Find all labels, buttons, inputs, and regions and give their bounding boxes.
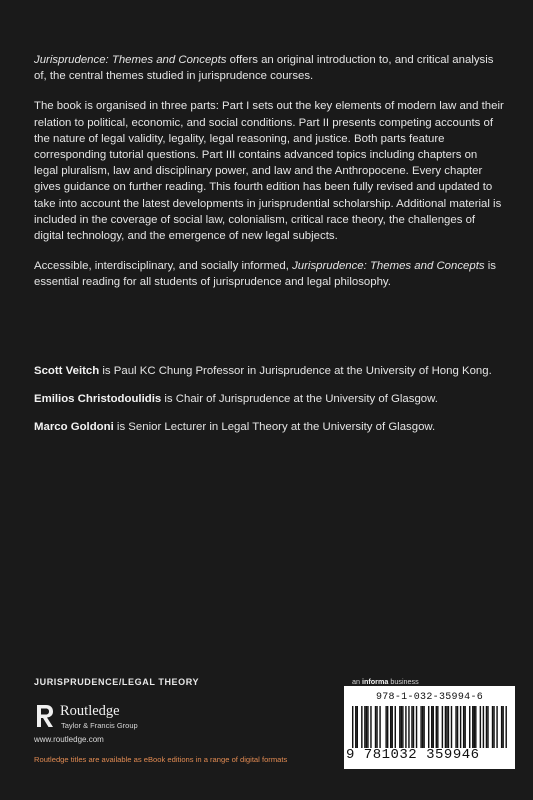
barcode-bar	[428, 706, 429, 748]
informa-prefix: an	[352, 677, 362, 686]
barcode-bar	[451, 706, 452, 748]
informa-business-label	[352, 677, 419, 686]
author-bio	[34, 363, 504, 379]
informa-suffix: business	[388, 677, 419, 686]
author-name: Emilios Christodoulidis	[34, 393, 162, 405]
back-cover-blurb	[34, 52, 504, 305]
author-bio	[34, 391, 504, 407]
barcode-bar	[370, 706, 371, 748]
barcode-bar	[416, 706, 417, 748]
barcode-bar	[483, 706, 484, 748]
barcode-bar	[401, 706, 402, 748]
barcode-bar	[437, 706, 438, 748]
barcode-bar	[457, 706, 458, 748]
barcode-bar	[492, 706, 493, 748]
barcode-bar	[442, 706, 443, 748]
publisher-website: www.routledge.com	[34, 735, 104, 744]
barcode-bar	[472, 706, 473, 748]
barcode-bar	[487, 706, 488, 748]
intro-text: offers an original introduction to, and critical analysis of, the central themes studied in jurisprudence courses.	[34, 54, 494, 83]
isbn-digits: 9 781032 359946	[346, 747, 480, 763]
publisher-name: Routledge	[60, 703, 120, 719]
ebook-availability-note: Routledge titles are available as eBook editions in a range of digital formats	[34, 755, 288, 764]
barcode-bar	[364, 706, 365, 748]
author-bio	[34, 419, 504, 435]
barcode-bar	[448, 706, 449, 748]
barcode-bar	[390, 706, 391, 748]
barcode-bar	[431, 706, 432, 748]
book-title-italic-closing: Jurisprudence: Themes and Concepts	[292, 260, 485, 273]
barcode-bar	[405, 706, 406, 748]
author-description: is Paul KC Chung Professor in Jurisprudence at the University of Hong Kong.	[99, 365, 492, 377]
informa-brand: informa	[362, 677, 389, 686]
author-description: is Chair of Jurisprudence at the University of Glasgow.	[161, 393, 438, 405]
barcode-bar	[385, 706, 386, 748]
publisher-logo	[34, 702, 194, 732]
barcode-bar	[501, 706, 502, 748]
barcode-bar	[395, 706, 396, 748]
barcode-bar	[392, 706, 393, 748]
barcode-bar	[460, 706, 461, 748]
barcode-bar	[422, 706, 423, 748]
author-name: Scott Veitch	[34, 365, 100, 377]
barcode-bar	[387, 706, 388, 748]
closing-text-before: Accessible, interdisciplinary, and socially informed,	[34, 260, 293, 273]
barcode-bar	[399, 706, 400, 748]
barcode-bar	[455, 706, 456, 748]
barcode-bar	[408, 706, 409, 748]
barcode-bar	[361, 706, 362, 748]
barcode-bars	[352, 706, 507, 748]
barcode-bar	[413, 706, 414, 748]
publisher-group: Taylor & Francis Group	[61, 721, 138, 730]
barcode-bar	[411, 706, 412, 748]
barcode-bar	[474, 706, 475, 748]
barcode-bar	[464, 706, 465, 748]
barcode-bar	[420, 706, 421, 748]
barcode-bar	[446, 706, 447, 748]
barcode-bar	[445, 706, 446, 748]
barcode-bar	[475, 706, 476, 748]
barcode-bar	[379, 706, 380, 748]
barcode-bar	[355, 706, 356, 748]
barcode-bar	[469, 706, 470, 748]
closing-text-after: is essential reading for all students of jurisprudence and legal philosophy.	[34, 260, 496, 289]
barcode-bar	[502, 706, 503, 748]
barcode-bar	[423, 706, 424, 748]
isbn-barcode	[344, 686, 515, 769]
author-description: is Senior Lecturer in Legal Theory at the University of Glasgow.	[113, 421, 436, 433]
barcode-bar	[357, 706, 358, 748]
blurb-body: The book is organised in three parts: Part I sets out the key elements of modern law and their relation to political, economic, and social conditions. Part II presents competing accounts of the nature of legal validity, legality, legal reasoning, and justice. Both parts feature corresponding tutorial questions. Part III contains advanced topics including chapters on legal pluralism, law and disciplinary power, and law and the Anthropocene. Every chapter gives guidance on further reading. This fourth edition has been fully revised and updated to take into account the latest developments in jurisprudential scholarship. Additional material is included in the coverage of social law, colonialism, critical race theory, the challenges of digital technology, and the emergence of new legal subjects.	[34, 100, 504, 243]
barcode-bar	[486, 706, 487, 748]
barcode-bar	[493, 706, 494, 748]
barcode-bar	[463, 706, 464, 748]
barcode-bar	[436, 706, 437, 748]
barcode-bar	[402, 706, 403, 748]
subject-category: JURISPRUDENCE/LEGAL THEORY	[34, 677, 200, 687]
book-title-italic: Jurisprudence: Themes and Concepts	[34, 54, 227, 66]
barcode-bar	[433, 706, 434, 748]
author-name: Marco Goldoni	[34, 421, 114, 433]
blurb-intro	[34, 52, 504, 84]
barcode-bar	[496, 706, 497, 748]
barcode-bar	[366, 706, 367, 748]
barcode-bar	[375, 706, 376, 748]
barcode-bar	[367, 706, 368, 748]
author-bios	[34, 363, 504, 447]
isbn-hyphenated: 978-1-032-35994-6	[375, 692, 484, 703]
blurb-closing	[34, 258, 504, 290]
barcode-bar	[352, 706, 353, 748]
routledge-r-icon	[34, 702, 56, 730]
barcode-bar	[480, 706, 481, 748]
barcode-bar	[505, 706, 506, 748]
barcode-bar	[376, 706, 377, 748]
